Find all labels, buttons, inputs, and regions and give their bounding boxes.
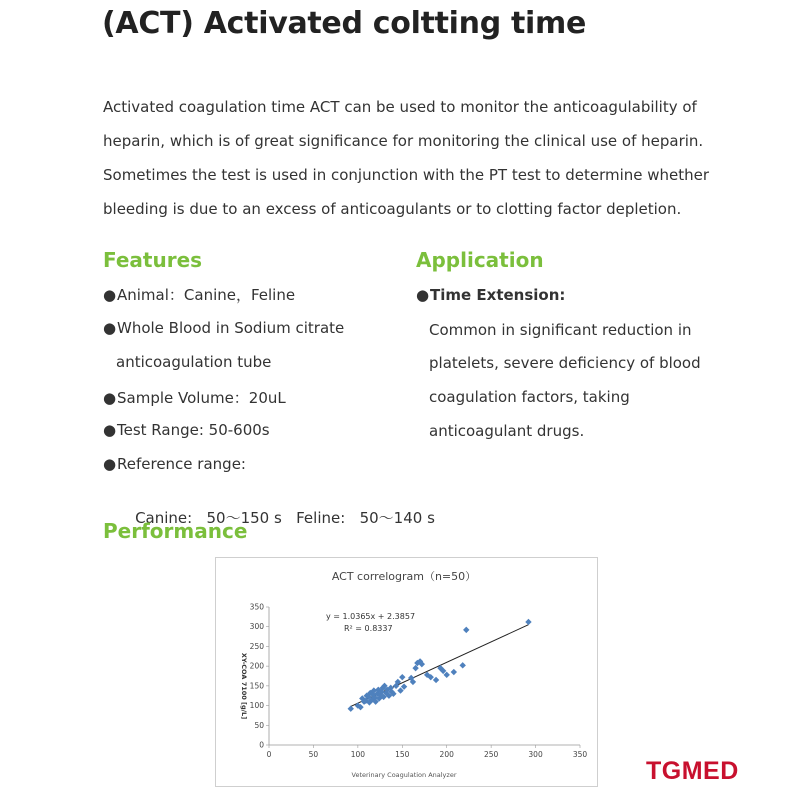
feature-item-continued [116, 353, 271, 371]
brand-logo: TGMED [646, 757, 739, 785]
feature-text: Whole Blood in Sodium citrate [117, 319, 345, 337]
data-point [399, 674, 405, 680]
x-tick-label: 350 [572, 750, 588, 759]
bullet-icon: ● [103, 319, 117, 337]
data-point [433, 677, 439, 683]
feature-text: Reference range: [117, 455, 246, 473]
feature-text: anticoagulation tube [116, 353, 272, 371]
data-point [463, 627, 469, 633]
y-tick-label: 350 [249, 602, 264, 612]
act-correlogram-chart [215, 557, 598, 787]
y-axis-label: XY-COA 7100 [g/L] [240, 652, 248, 720]
data-point [412, 665, 418, 671]
intro-line: Activated coagulation time ACT can be used to monitor the anticoagulability of [103, 98, 697, 116]
y-tick-label: 300 [249, 622, 264, 632]
bullet-icon: ● [103, 389, 117, 407]
r-squared-label: R² = 0.8337 [344, 624, 393, 633]
feature-text: Canine: 50～150 s Feline: 50～140 s [135, 509, 435, 527]
intro-line: Sometimes the test is used in conjunction with the PT test to determine whether [103, 166, 710, 184]
y-tick-label: 100 [249, 701, 264, 711]
x-tick-label: 100 [350, 750, 366, 759]
feature-item [103, 387, 286, 408]
application-line: Common in significant reduction in [429, 321, 692, 339]
bullet-icon: ● [103, 455, 117, 473]
application-line: platelets, severe deficiency of blood [429, 354, 701, 372]
data-point [451, 669, 457, 675]
data-point [348, 706, 354, 712]
axes-layer [250, 603, 588, 760]
feature-item [103, 284, 295, 305]
feature-text: Test Range: 50-600s [117, 421, 270, 439]
application-item [416, 286, 565, 304]
x-axis-label: Veterinary Coagulation Analyzer [351, 771, 457, 779]
feature-text: Sample Volume：20uL [117, 389, 286, 407]
performance-heading: Performance [103, 519, 248, 543]
feature-item [103, 319, 344, 337]
chart-svg [216, 558, 599, 788]
y-tick-label: 200 [249, 661, 264, 671]
intro-line: heparin, which is of great significance for monitoring the clinical use of heparin. [103, 132, 704, 150]
features-heading: Features [103, 248, 203, 272]
x-tick-label: 0 [266, 750, 272, 759]
bullet-icon: ● [103, 286, 117, 304]
chart-title: ACT correlogram（n=50） [331, 570, 477, 583]
y-tick-label: 50 [254, 720, 264, 730]
application-line: anticoagulant drugs. [429, 422, 585, 440]
y-tick-label: 0 [259, 740, 264, 750]
bullet-icon: ● [416, 286, 430, 304]
data-point [525, 619, 531, 625]
bullet-icon: ● [103, 421, 117, 439]
intro-line: bleeding is due to an excess of anticoagulants or to clotting factor depletion. [103, 200, 682, 218]
x-tick-label: 250 [483, 750, 499, 759]
x-tick-label: 200 [439, 750, 454, 759]
x-tick-label: 300 [528, 750, 543, 759]
x-tick-label: 150 [395, 750, 410, 759]
y-tick-label: 150 [249, 681, 264, 691]
trendline-equation: y = 1.0365x + 2.3857 [326, 612, 416, 621]
y-tick-label: 250 [249, 641, 264, 651]
intro-paragraph [103, 90, 710, 226]
application-line: coagulation factors, taking [429, 388, 630, 406]
x-tick-label: 50 [308, 750, 319, 759]
page-title: (ACT) Activated coltting time [102, 6, 587, 41]
application-heading: Application [416, 248, 544, 272]
feature-text: Animal：Canine，Feline [117, 286, 296, 304]
data-point [460, 662, 466, 668]
feature-item [103, 455, 246, 473]
application-item-title: Time Extension: [430, 286, 566, 304]
feature-item [103, 421, 270, 439]
